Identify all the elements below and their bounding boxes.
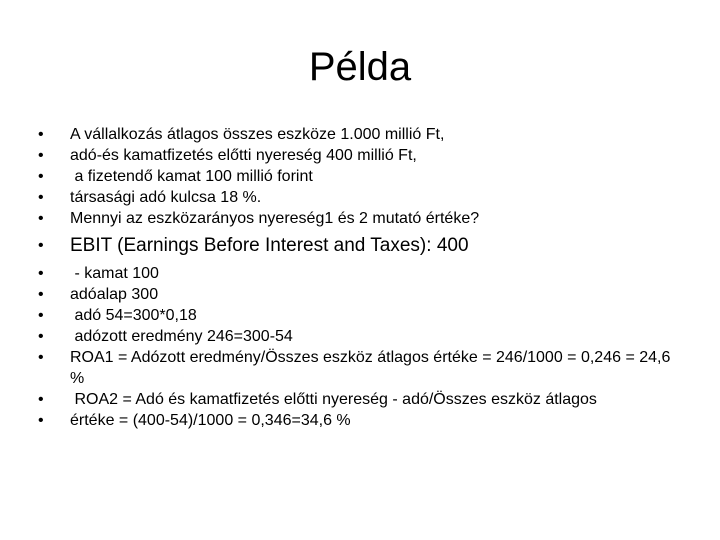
bullet-item	[38, 208, 678, 229]
bullet-text: EBIT (Earnings Before Interest and Taxes): 400	[70, 235, 469, 256]
bullet-item	[38, 305, 678, 326]
bullet-dot-icon: •	[38, 189, 44, 206]
bullet-item	[38, 389, 678, 410]
bullet-dot-icon: •	[38, 328, 44, 345]
bullet-item	[38, 263, 678, 284]
bullet-dot-icon: •	[38, 307, 44, 324]
bullet-text: értéke = (400-54)/1000 = 0,346=34,6 %	[70, 412, 351, 429]
bullet-text: ROA1 = Adózott eredmény/Összes eszköz átlagos értéke = 246/1000 = 0,246 = 24,6 %	[70, 349, 671, 387]
bullet-dot-icon: •	[38, 412, 44, 429]
bullet-text: A vállalkozás átlagos összes eszköze 1.000 millió Ft,	[70, 126, 445, 143]
bullet-item	[38, 124, 678, 145]
bullet-item	[38, 234, 678, 258]
slide-title: Példa	[308, 45, 412, 89]
bullet-dot-icon: •	[38, 168, 44, 185]
bullet-dot-icon: •	[38, 126, 44, 143]
bullet-dot-icon: •	[38, 265, 44, 282]
bullet-dot-icon: •	[38, 391, 44, 408]
bullet-dot-icon: •	[38, 147, 44, 164]
bullet-item	[38, 284, 678, 305]
bullet-dot-icon: •	[38, 237, 44, 254]
bullet-item	[38, 410, 678, 431]
bullet-item	[38, 187, 678, 208]
bullet-text: adózott eredmény 246=300-54	[70, 328, 293, 345]
bullet-item	[38, 326, 678, 347]
bullet-dot-icon: •	[38, 349, 44, 366]
bullet-text: Mennyi az eszközarányos nyereség1 és 2 mutató értéke?	[70, 210, 480, 227]
bullet-list	[38, 124, 678, 431]
bullet-text: adó 54=300*0,18	[70, 307, 197, 324]
bullet-text: - kamat 100	[70, 265, 159, 282]
bullet-dot-icon: •	[38, 210, 44, 227]
bullet-item	[38, 166, 678, 187]
bullet-item	[38, 145, 678, 166]
bullet-text: ROA2 = Adó és kamatfizetés előtti nyereség - adó/Összes eszköz átlagos	[70, 391, 597, 408]
bullet-dot-icon: •	[38, 286, 44, 303]
bullet-text: társasági adó kulcsa 18 %.	[70, 189, 262, 206]
bullet-item	[38, 347, 678, 389]
bullet-text: adóalap 300	[70, 286, 159, 303]
bullet-text: adó-és kamatfizetés előtti nyereség 400 millió Ft,	[70, 147, 417, 164]
bullet-text: a fizetendő kamat 100 millió forint	[70, 168, 313, 185]
